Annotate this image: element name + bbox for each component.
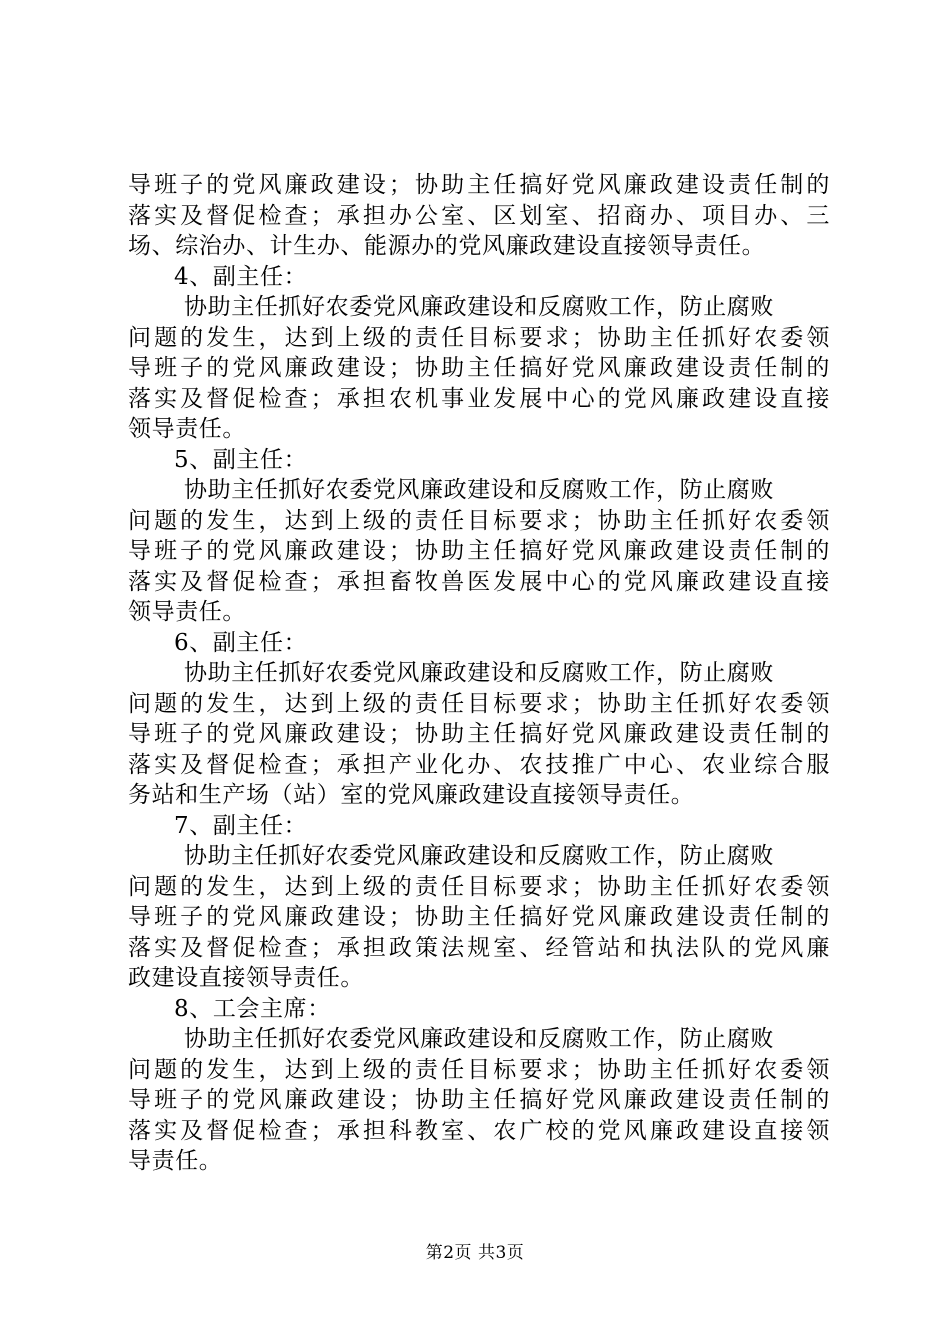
text-line: 导班子的党风廉政建设；协助主任搞好党风廉政建设责任制的 <box>128 538 830 564</box>
text-line: 问题的发生，达到上级的责任目标要求；协助主任抓好农委领 <box>128 324 830 351</box>
text-line: 领导责任。 <box>128 416 246 442</box>
text-line: 导班子的党风廉政建设；协助主任搞好党风廉政建设责任制的 <box>128 172 830 198</box>
text-line: 落实及督促检查；承担农机事业发展中心的党风廉政建设直接 <box>128 385 830 412</box>
text-line: 落实及督促检查；承担科教室、农广校的党风廉政建设直接领 <box>128 1117 830 1144</box>
text-line: 领导责任。 <box>128 599 246 625</box>
text-line: 导班子的党风廉政建设；协助主任搞好党风廉政建设责任制的 <box>128 355 830 381</box>
text-line: 问题的发生，达到上级的责任目标要求；协助主任抓好农委领 <box>128 690 830 717</box>
text-line: 问题的发生，达到上级的责任目标要求；协助主任抓好农委领 <box>128 873 830 900</box>
text-line: 导责任。 <box>128 1148 223 1174</box>
text-line: 政建设直接领导责任。 <box>128 965 364 991</box>
section-heading: 7、副主任： <box>174 812 308 839</box>
text-line: 落实及督促检查；承担政策法规室、经管站和执法队的党风廉 <box>128 934 830 961</box>
section-heading: 6、副主任： <box>174 629 308 656</box>
section-heading: 8、工会主席： <box>174 995 331 1022</box>
section-heading: 5、副主任： <box>174 446 308 473</box>
text-line: 协助主任抓好农委党风廉政建设和反腐败工作，防止腐败 <box>184 477 774 503</box>
text-line: 导班子的党风廉政建设；协助主任搞好党风廉政建设责任制的 <box>128 1087 830 1113</box>
text-line: 导班子的党风廉政建设；协助主任搞好党风廉政建设责任制的 <box>128 904 830 930</box>
text-line: 协助主任抓好农委党风廉政建设和反腐败工作，防止腐败 <box>184 1026 774 1052</box>
text-line: 协助主任抓好农委党风廉政建设和反腐败工作，防止腐败 <box>184 660 774 686</box>
text-line: 问题的发生，达到上级的责任目标要求；协助主任抓好农委领 <box>128 507 830 534</box>
text-line: 场、综治办、计生办、能源办的党风廉政建设直接领导责任。 <box>128 233 766 259</box>
text-line: 导班子的党风廉政建设；协助主任搞好党风廉政建设责任制的 <box>128 721 830 747</box>
page-footer: 第2页 共3页 <box>425 1243 525 1263</box>
text-line: 落实及督促检查；承担办公室、区划室、招商办、项目办、三 <box>128 202 830 229</box>
text-line: 协助主任抓好农委党风廉政建设和反腐败工作，防止腐败 <box>184 294 774 320</box>
text-line: 协助主任抓好农委党风廉政建设和反腐败工作，防止腐败 <box>184 843 774 869</box>
section-heading: 4、副主任： <box>174 263 308 290</box>
text-line: 落实及督促检查；承担产业化办、农技推广中心、农业综合服 <box>128 751 830 778</box>
text-line: 问题的发生，达到上级的责任目标要求；协助主任抓好农委领 <box>128 1056 830 1083</box>
text-line: 落实及督促检查；承担畜牧兽医发展中心的党风廉政建设直接 <box>128 568 830 595</box>
text-line: 务站和生产场（站）室的党风廉政建设直接领导责任。 <box>128 782 695 808</box>
document-body <box>128 170 830 1177</box>
